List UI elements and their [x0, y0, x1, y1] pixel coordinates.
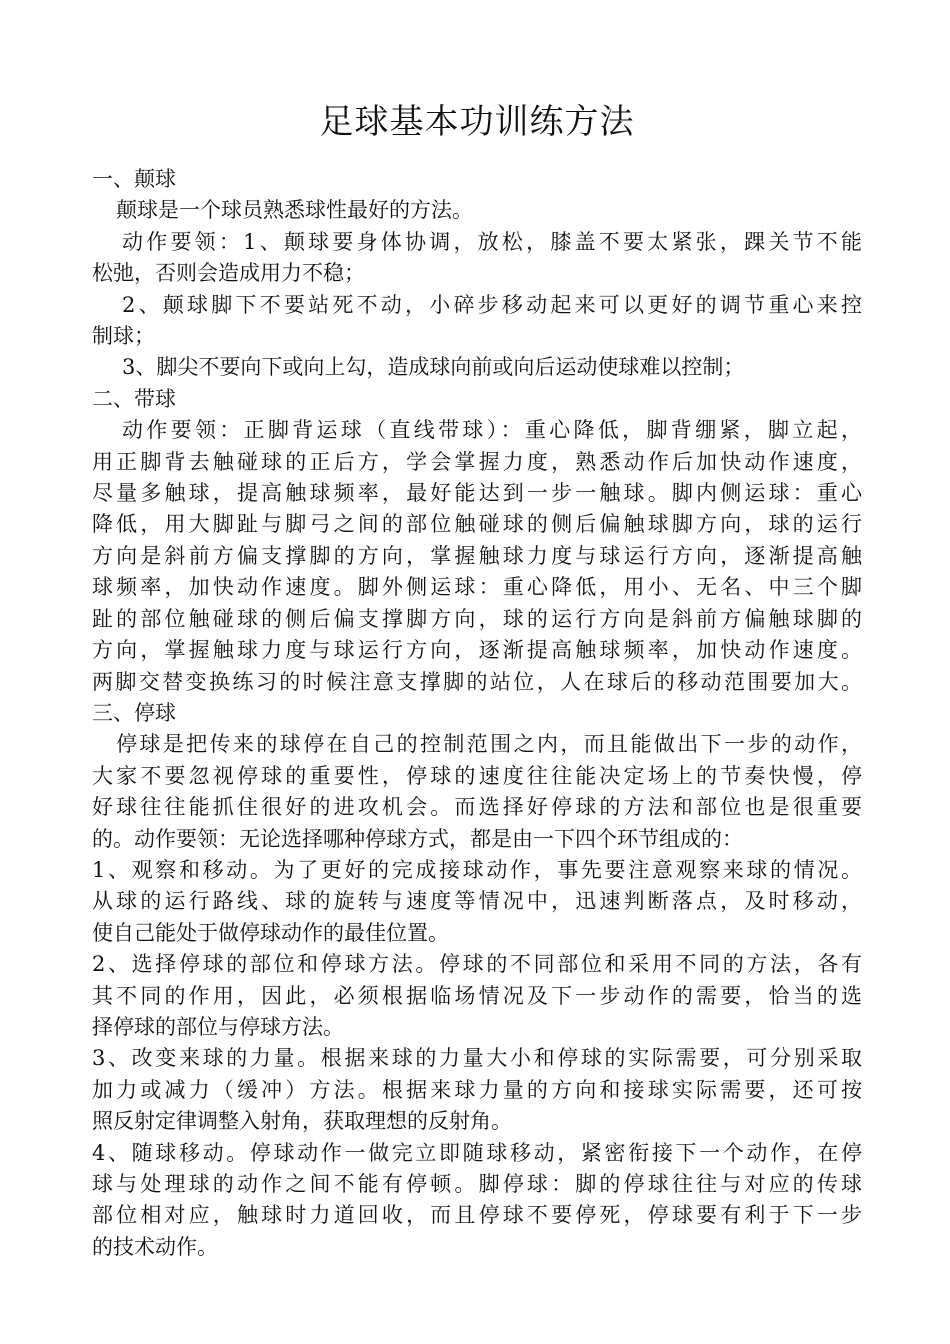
text-line: 三、停球 [92, 700, 176, 725]
text-line: 3、改变来球的力量。根据来球的力量大小和停球的实际需要，可分别采取 [92, 1046, 862, 1071]
text-line: 的技术动作。 [92, 1234, 218, 1259]
text-line: 制球； [92, 324, 155, 349]
document-title: 足球基本功训练方法 [319, 102, 635, 142]
text-line: 从球的运行路线、球的旋转与速度等情况中，迅速判断落点，及时移动， [92, 889, 862, 914]
text-line: 动作要领：正脚背运球（直线带球）：重心降低，脚背绷紧，脚立起， [122, 418, 862, 443]
text-line: 降低，用大脚趾与脚弓之间的部位触碰球的侧后偏触球脚方向，球的运行 [92, 512, 862, 537]
text-line: 好球往往能抓住很好的进攻机会。而选择好停球的方法和部位也是很重要 [92, 795, 862, 820]
text-line: 使自己能处于做停球动作的最佳位置。 [92, 920, 449, 945]
text-line: 部位相对应，触球时力道回收，而且停球不要停死，停球要有利于下一步 [92, 1203, 862, 1228]
text-line: 加力或减力（缓冲）方法。根据来球力量的方向和接球实际需要，还可按 [92, 1077, 862, 1102]
text-line: 择停球的部位与停球方法。 [92, 1014, 344, 1039]
text-line: 用正脚背去触碰球的正后方，学会掌握力度，熟悉动作后加快动作速度， [92, 449, 862, 474]
text-line: 两脚交替变换练习的时候注意支撑脚的站位，人在球后的移动范围要加大。 [92, 669, 862, 694]
text-line: 3、脚尖不要向下或向上勾，造成球向前或向后运动使球难以控制； [122, 355, 745, 380]
text-line: 方向是斜前方偏支撑脚的方向，掌握触球力度与球运行方向，逐渐提高触 [92, 543, 862, 568]
text-line: 球与处理球的动作之间不能有停顿。脚停球：脚的停球往往与对应的传球 [92, 1172, 862, 1196]
text-line: 颠球是一个球员熟悉球性最好的方法。 [116, 198, 473, 223]
text-line: 球频率，加快动作速度。脚外侧运球：重心降低，用小、无名、中三个脚 [92, 575, 862, 600]
text-line: 一、颠球 [92, 167, 176, 191]
text-line: 尽量多触球，提高触球频率，最好能达到一步一触球。脚内侧运球：重心 [92, 481, 862, 506]
text-line: 1、观察和移动。为了更好的完成接球动作，事先要注意观察来球的情况。 [92, 857, 862, 882]
text-line: 动作要领：1、颠球要身体协调，放松，膝盖不要太紧张，踝关节不能 [122, 229, 862, 254]
document-page [92, 100, 862, 1263]
text-line: 趾的部位触碰球的侧后偏支撑脚方向，球的运行方向是斜前方偏触球脚的 [92, 606, 862, 631]
text-line: 其不同的作用，因此，必须根据临场情况及下一步动作的需要，恰当的选 [92, 983, 862, 1008]
text-line: 照反射定律调整入射角，获取理想的反射角。 [92, 1109, 512, 1134]
text-line: 2、颠球脚下不要站死不动，小碎步移动起来可以更好的调节重心来控 [122, 292, 862, 317]
text-line: 停球是把传来的球停在自己的控制范围之内，而且能做出下一步的动作， [116, 732, 862, 757]
text-line: 大家不要忽视停球的重要性，停球的速度往往能决定场上的节奏快慢，停 [92, 763, 862, 788]
text-line: 的。动作要领：无论选择哪种停球方式，都是由一下四个环节组成的： [92, 826, 743, 851]
text-line: 2、选择停球的部位和停球方法。停球的不同部位和采用不同的方法，各有 [92, 952, 862, 977]
text-line: 4、随球移动。停球动作一做完立即随球移动，紧密衔接下一个动作，在停 [92, 1140, 862, 1165]
document-body [92, 164, 862, 1263]
text-line: 方向，掌握触球力度与球运行方向，逐渐提高触球频率，加快动作速度。 [92, 638, 862, 663]
text-line: 松弛，否则会造成用力不稳； [92, 261, 365, 286]
text-line: 二、带球 [92, 386, 176, 411]
